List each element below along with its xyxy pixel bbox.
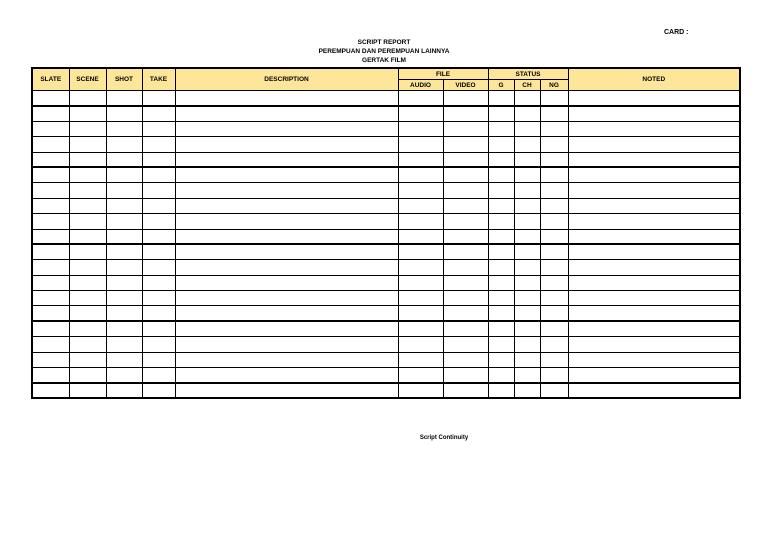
col-video-header: VIDEO [443,80,488,91]
cell-shot [106,167,142,182]
cell-g [488,183,514,198]
cell-description [175,121,398,136]
cell-take [142,167,175,182]
cell-take [142,291,175,306]
cell-take [142,229,175,244]
cell-video [443,368,488,383]
col-g-header: G [488,80,514,91]
cell-video [443,275,488,290]
cell-description [175,167,398,182]
cell-slate [32,260,69,275]
cell-ch [514,321,540,336]
cell-shot [106,198,142,213]
cell-ng [540,229,568,244]
cell-audio [398,368,443,383]
cell-ng [540,106,568,121]
cell-audio [398,275,443,290]
table-row [32,198,740,213]
cell-take [142,91,175,106]
cell-shot [106,383,142,398]
cell-ch [514,306,540,321]
cell-noted [568,137,740,152]
cell-slate [32,229,69,244]
table-row [32,121,740,136]
cell-noted [568,291,740,306]
cell-noted [568,368,740,383]
col-shot-header: SHOT [106,68,142,91]
cell-slate [32,214,69,229]
table-body [32,91,740,399]
cell-video [443,306,488,321]
table-row [32,183,740,198]
cell-ng [540,244,568,259]
cell-take [142,121,175,136]
project-title: PEREMPUAN DAN PEREMPUAN LAINNYA [318,48,450,55]
cell-audio [398,198,443,213]
cell-scene [69,106,106,121]
cell-shot [106,229,142,244]
cell-slate [32,91,69,106]
cell-scene [69,244,106,259]
table-row [32,337,740,352]
col-noted-header: NOTED [568,68,740,91]
cell-shot [106,106,142,121]
cell-noted [568,383,740,398]
cell-audio [398,291,443,306]
cell-audio [398,337,443,352]
cell-shot [106,244,142,259]
table-row [32,152,740,167]
cell-video [443,352,488,367]
cell-scene [69,229,106,244]
cell-g [488,214,514,229]
cell-ng [540,260,568,275]
cell-g [488,198,514,213]
cell-noted [568,214,740,229]
cell-shot [106,368,142,383]
table-row [32,368,740,383]
card-label: CARD : [664,29,689,36]
cell-slate [32,306,69,321]
cell-ch [514,183,540,198]
cell-description [175,291,398,306]
cell-slate [32,291,69,306]
cell-g [488,106,514,121]
table-row [32,321,740,336]
report-title: SCRIPT REPORT [357,39,411,46]
cell-ch [514,121,540,136]
cell-take [142,321,175,336]
cell-slate [32,368,69,383]
cell-description [175,337,398,352]
cell-description [175,244,398,259]
cell-ch [514,214,540,229]
cell-noted [568,260,740,275]
cell-shot [106,337,142,352]
cell-slate [32,321,69,336]
script-report-table [31,67,741,399]
cell-take [142,260,175,275]
cell-ng [540,291,568,306]
cell-video [443,291,488,306]
cell-noted [568,167,740,182]
cell-take [142,183,175,198]
table-row [32,106,740,121]
cell-video [443,91,488,106]
cell-noted [568,106,740,121]
cell-g [488,152,514,167]
cell-video [443,106,488,121]
cell-ch [514,260,540,275]
cell-slate [32,121,69,136]
cell-shot [106,306,142,321]
cell-g [488,167,514,182]
cell-g [488,368,514,383]
table-row [32,214,740,229]
cell-g [488,337,514,352]
cell-description [175,106,398,121]
cell-noted [568,352,740,367]
cell-slate [32,383,69,398]
cell-video [443,121,488,136]
cell-ch [514,106,540,121]
cell-description [175,137,398,152]
cell-slate [32,275,69,290]
col-description-header: DESCRIPTION [175,68,398,91]
cell-ch [514,291,540,306]
company-name: GERTAK FILM [362,57,406,64]
cell-ch [514,229,540,244]
footer-label: Script Continuity [419,435,469,441]
cell-take [142,198,175,213]
cell-audio [398,321,443,336]
cell-g [488,244,514,259]
table-row [32,352,740,367]
cell-ch [514,368,540,383]
cell-scene [69,260,106,275]
cell-slate [32,198,69,213]
cell-video [443,198,488,213]
cell-video [443,167,488,182]
cell-video [443,260,488,275]
cell-take [142,383,175,398]
cell-audio [398,167,443,182]
cell-scene [69,291,106,306]
cell-audio [398,91,443,106]
cell-slate [32,244,69,259]
cell-audio [398,152,443,167]
cell-ng [540,275,568,290]
cell-g [488,91,514,106]
cell-video [443,321,488,336]
cell-ng [540,183,568,198]
cell-description [175,352,398,367]
cell-video [443,229,488,244]
cell-audio [398,352,443,367]
cell-audio [398,121,443,136]
cell-ng [540,368,568,383]
cell-ng [540,121,568,136]
cell-g [488,229,514,244]
cell-g [488,321,514,336]
cell-take [142,244,175,259]
cell-ng [540,91,568,106]
cell-scene [69,167,106,182]
cell-audio [398,383,443,398]
cell-scene [69,321,106,336]
cell-ng [540,306,568,321]
cell-shot [106,260,142,275]
cell-shot [106,183,142,198]
cell-noted [568,275,740,290]
cell-ch [514,244,540,259]
cell-take [142,106,175,121]
cell-scene [69,152,106,167]
cell-video [443,214,488,229]
cell-shot [106,352,142,367]
cell-take [142,368,175,383]
cell-noted [568,121,740,136]
cell-shot [106,214,142,229]
cell-video [443,152,488,167]
cell-noted [568,198,740,213]
cell-scene [69,121,106,136]
table-row [32,137,740,152]
cell-g [488,260,514,275]
cell-shot [106,291,142,306]
cell-slate [32,352,69,367]
cell-scene [69,337,106,352]
cell-take [142,352,175,367]
cell-shot [106,321,142,336]
cell-ch [514,383,540,398]
col-status-header: STATUS [488,68,568,80]
cell-description [175,383,398,398]
cell-audio [398,106,443,121]
table-row [32,244,740,259]
cell-noted [568,229,740,244]
cell-g [488,137,514,152]
col-ch-header: CH [514,80,540,91]
cell-audio [398,137,443,152]
table-row [32,91,740,106]
cell-scene [69,275,106,290]
cell-ch [514,167,540,182]
cell-video [443,137,488,152]
cell-description [175,152,398,167]
col-audio-header: AUDIO [398,80,443,91]
cell-ng [540,352,568,367]
cell-slate [32,167,69,182]
cell-description [175,306,398,321]
col-file-header: FILE [398,68,488,80]
cell-noted [568,91,740,106]
cell-g [488,306,514,321]
cell-ch [514,337,540,352]
cell-video [443,244,488,259]
cell-take [142,306,175,321]
table-row [32,229,740,244]
cell-take [142,152,175,167]
cell-shot [106,137,142,152]
cell-audio [398,183,443,198]
cell-scene [69,137,106,152]
cell-scene [69,352,106,367]
cell-g [488,352,514,367]
cell-slate [32,337,69,352]
col-take-header: TAKE [142,68,175,91]
cell-scene [69,214,106,229]
cell-ch [514,137,540,152]
cell-ch [514,152,540,167]
cell-audio [398,214,443,229]
cell-video [443,383,488,398]
cell-description [175,321,398,336]
cell-scene [69,306,106,321]
cell-description [175,91,398,106]
table-row [32,383,740,398]
cell-slate [32,106,69,121]
cell-noted [568,306,740,321]
cell-scene [69,183,106,198]
cell-audio [398,260,443,275]
cell-ng [540,167,568,182]
cell-description [175,198,398,213]
cell-take [142,214,175,229]
cell-take [142,137,175,152]
cell-ng [540,137,568,152]
cell-scene [69,368,106,383]
cell-g [488,121,514,136]
cell-noted [568,244,740,259]
cell-description [175,183,398,198]
cell-audio [398,244,443,259]
cell-description [175,229,398,244]
cell-ng [540,321,568,336]
cell-ng [540,383,568,398]
cell-g [488,291,514,306]
cell-noted [568,321,740,336]
cell-shot [106,275,142,290]
cell-scene [69,91,106,106]
table-row [32,260,740,275]
table-row [32,306,740,321]
cell-audio [398,229,443,244]
cell-ng [540,198,568,213]
cell-description [175,214,398,229]
cell-scene [69,383,106,398]
cell-video [443,183,488,198]
cell-shot [106,91,142,106]
cell-noted [568,337,740,352]
col-scene-header: SCENE [69,68,106,91]
cell-g [488,275,514,290]
col-slate-header: SLATE [32,68,69,91]
cell-take [142,337,175,352]
cell-slate [32,152,69,167]
table-row [32,167,740,182]
cell-noted [568,183,740,198]
cell-take [142,275,175,290]
cell-ch [514,275,540,290]
cell-audio [398,306,443,321]
cell-ng [540,337,568,352]
cell-description [175,368,398,383]
cell-ng [540,152,568,167]
cell-description [175,275,398,290]
cell-description [175,260,398,275]
cell-g [488,383,514,398]
cell-video [443,337,488,352]
cell-noted [568,152,740,167]
cell-slate [32,137,69,152]
cell-scene [69,198,106,213]
cell-ch [514,198,540,213]
cell-shot [106,152,142,167]
cell-shot [106,121,142,136]
cell-slate [32,183,69,198]
table-row [32,275,740,290]
cell-ng [540,214,568,229]
table-row [32,291,740,306]
col-ng-header: NG [540,80,568,91]
cell-ch [514,91,540,106]
cell-ch [514,352,540,367]
